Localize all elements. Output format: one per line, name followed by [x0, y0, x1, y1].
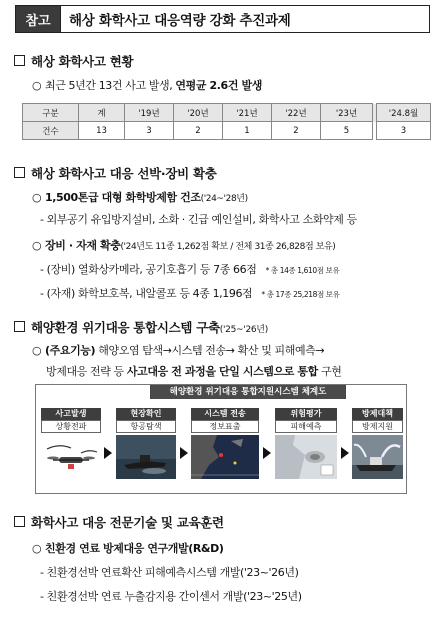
s2-bullet-1 — [32, 189, 248, 205]
s4-b1-bold: 친환경 연료 방제대응 연구개발 — [45, 542, 189, 555]
table-cell: 2 — [174, 122, 223, 140]
table-cell: 3 — [377, 122, 431, 140]
aerial-search-picture — [116, 435, 176, 479]
table-row — [23, 122, 431, 140]
section-3-title: 해양환경 위기대응 통합시스템 구축 — [31, 320, 220, 335]
table-header-row — [23, 104, 431, 122]
section-3-heading — [14, 318, 268, 336]
circle-bullet-icon: ○ — [32, 239, 42, 252]
s2-b2-bold: 장비 · 자재 확충 — [45, 239, 121, 252]
s2-b2-sub-1-note: * 총 14종 1,610점 보유 — [265, 266, 340, 275]
circle-bullet-icon: ○ — [32, 542, 42, 555]
step-sub: 상황전파 — [41, 420, 101, 433]
table-cell: 3 — [125, 122, 174, 140]
table-cell: 1 — [223, 122, 272, 140]
table-cell: 2 — [272, 122, 321, 140]
s4-b1-rd: (R&D) — [188, 542, 224, 555]
reference-tag: 참고 — [16, 6, 60, 32]
diagram-step-2 — [116, 408, 176, 479]
table-header-cell: '21년 — [223, 104, 272, 122]
incident-table — [22, 103, 431, 140]
diagram-step-3 — [191, 408, 259, 479]
step-sub: 항공탐색 — [116, 420, 176, 433]
s2-b2-sub-1-text: - (장비) 열화상카메라, 공기호흡기 등 7종 66점 — [40, 263, 257, 276]
table-header-cell: '20년 — [174, 104, 223, 122]
s2-bullet-2 — [32, 237, 335, 253]
step-title: 사고발생 — [41, 408, 101, 420]
arrow-right-icon — [104, 447, 112, 459]
section-2-title: 해상 화학사고 대응 선박·장비 확충 — [31, 166, 217, 181]
step-title: 위험평가 — [275, 408, 337, 420]
checkbox-square-icon — [14, 321, 25, 332]
table-header-cell: 구분 — [23, 104, 79, 122]
diagram-title: 해양환경 위기대응 통합지원시스템 체계도 — [150, 385, 346, 399]
diagram-step-4 — [275, 408, 337, 479]
step-title: 현장확인 — [116, 408, 176, 420]
s4-bullet-1 — [32, 540, 223, 556]
s2-b2-sub-2-note: * 총 17종 25,218점 보유 — [261, 290, 340, 299]
section-1-title: 해상 화학사고 현황 — [31, 54, 134, 69]
step-title: 시스템 전송 — [191, 408, 259, 420]
risk-map-picture — [275, 435, 337, 479]
firefighting-ship-picture — [352, 435, 403, 479]
s3-line-2 — [46, 363, 341, 379]
section-4-heading — [14, 513, 224, 531]
table-cell: 13 — [79, 122, 125, 140]
header-box — [15, 5, 430, 33]
arrow-right-icon — [180, 447, 188, 459]
section-4-title: 화학사고 대응 전문기술 및 교육훈련 — [31, 515, 224, 530]
s4-sub-2: - 친환경선박 연료 누출감지용 간이센서 개발('23~'25년) — [40, 590, 302, 603]
s1-summary-line — [32, 77, 262, 93]
step-sub: 피해예측 — [275, 420, 337, 433]
arrow-right-icon — [263, 447, 271, 459]
checkbox-square-icon — [14, 55, 25, 66]
step-sub: 방제지원 — [352, 420, 403, 433]
table-cell: 건수 — [23, 122, 79, 140]
table-header-cell: '22년 — [272, 104, 321, 122]
step-sub: 정보표출 — [191, 420, 259, 433]
step-title: 방제대책 — [352, 408, 403, 420]
s3-key-function-label: (주요기능) — [45, 344, 96, 357]
drone-picture — [41, 435, 101, 479]
s2-b2-sub-2-text: - (자재) 화학보호복, 내알콜포 등 4종 1,196점 — [40, 287, 253, 300]
checkbox-square-icon — [14, 167, 25, 178]
table-cell: 5 — [321, 122, 373, 140]
section-2-heading — [14, 164, 217, 182]
section-3-period: ('25~'26년) — [219, 325, 268, 335]
map-picture — [191, 435, 259, 479]
s2-b2-sub-2 — [40, 285, 340, 301]
table-header-cell: '24.8월 — [377, 104, 431, 122]
s2-b2-sub-1 — [40, 261, 339, 277]
section-1-heading — [14, 52, 133, 70]
circle-bullet-icon: ○ — [32, 344, 42, 357]
page-title: 해상 화학사고 대응역량 강화 추진과제 — [60, 6, 429, 32]
s3-line-2-post: 구현 — [317, 365, 342, 378]
s2-b1-bold: 1,500톤급 대형 화학방제함 건조 — [45, 191, 201, 204]
s3-line-2-bold: 사고대응 전 과정을 단일 시스템으로 통합 — [126, 365, 318, 378]
checkbox-square-icon — [14, 516, 25, 527]
s2-b1-period: ('24~'28년) — [200, 194, 248, 204]
s2-b1-sub: - 외부공기 유입방지설비, 소화 · 긴급 예인설비, 화학사고 소화약제 등 — [40, 213, 357, 226]
s1-summary-bold: 연평균 2.6건 발생 — [175, 79, 262, 92]
diagram-step-1 — [41, 408, 101, 479]
table-header-cell: '19년 — [125, 104, 174, 122]
table-header-cell: '23년 — [321, 104, 373, 122]
table-header-cell: 계 — [79, 104, 125, 122]
s3-line-2-pre: 방제대응 전략 등 — [46, 365, 127, 378]
circle-bullet-icon: ○ — [32, 79, 42, 92]
circle-bullet-icon: ○ — [32, 191, 42, 204]
arrow-right-icon — [341, 447, 349, 459]
s4-sub-1: - 친환경선박 연료확산 피해예측시스템 개발('23~'26년) — [40, 566, 299, 579]
s3-line-1 — [32, 342, 324, 358]
diagram-step-5 — [352, 408, 403, 479]
s1-summary-text: 최근 5년간 13건 사고 발생, — [45, 79, 176, 92]
s2-b2-detail: ('24년도 11종 1,262점 확보 / 전체 31종 26,828점 보유) — [120, 242, 336, 252]
s3-line-1-text: 해양오염 탐색→시스템 전송→ 확산 및 피해예측→ — [95, 344, 325, 357]
